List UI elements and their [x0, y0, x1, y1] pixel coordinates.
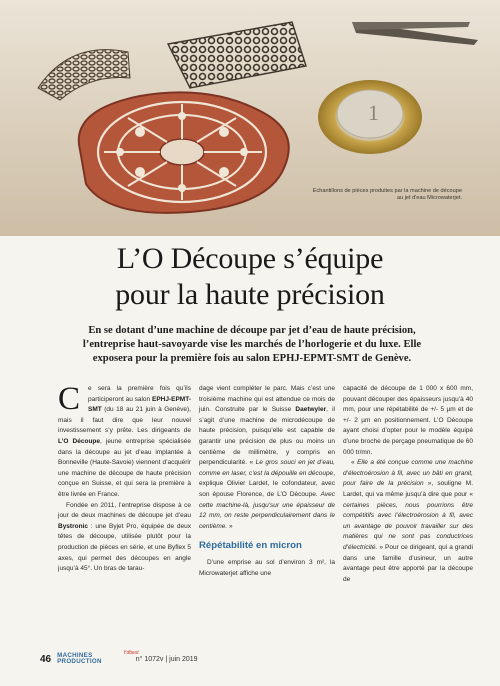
text-run: , explique Olivier Lardet, le cofondateur, avec son épouse Florence, de L’O Découpe. — [199, 469, 335, 498]
text-run: e sera la première fois qu’ils participeront au salon — [88, 385, 191, 403]
page-number: 46 — [40, 653, 52, 665]
text-run: , jeune entreprise spécialisée dans la découpe au jet d’eau implantée à Bonneville (Haute-Savoie) viennent d’acquérir une machine de découpe de haute précision conçue en Suisse, et qui sera la première à être livrée en France. — [58, 437, 191, 498]
lead-paragraph: En se dotant d’une machine de découpe par jet d’eau de haute précision, l’entreprise haut-savoyarde vise les marchés de l’horlogerie et du luxe. Elle exposera pour la première fois au salon EPHJ-EPMT-SMT de Genève. — [82, 325, 422, 364]
headline-line-1: L’O Découpe s’équipe — [116, 242, 384, 275]
text-run-bold: Daetwyler — [295, 406, 327, 414]
text-run: Fondée en 2011, l’entreprise dispose à ce jour de deux machines de découpe jet d’eau — [58, 501, 191, 520]
paragraph: D’une emprise au sol d’environ 3 m², la Microwaterjet affiche une — [199, 559, 335, 577]
logo-accent: Ydbest — [123, 650, 139, 656]
paragraph — [343, 458, 473, 585]
text-run: « — [351, 459, 358, 467]
text-run: », souligne M. Lardet, qui va même jusqu’à dire que pour « — [343, 480, 473, 498]
magazine-logo — [57, 650, 139, 665]
text-run-italic: Elle a été conçue comme une machine d’électroérosion à fil, avec un bâti en granit, pour faire de la précision — [343, 459, 473, 488]
article-column-2 — [199, 384, 335, 580]
text-run: (du 18 au 21 juin à Genève), mais il faut dire que leur nouvel investissement s’y prête. Les dirigeants de — [58, 406, 191, 435]
text-run-bold: Bystronic — [58, 522, 88, 530]
text-run: dage vient compléter le parc. Mais c’est une troisième machine qui est attendue ce mois de juin. Construite par le Suisse — [199, 385, 335, 414]
text-run: , il s’agit d’une machine de microdécoupe de haute précision, puisqu’elle est capable de garantir une précision de plus ou moins un centième de millimètre, y compris en perpendicularité. « — [199, 406, 335, 467]
hero-photo — [0, 0, 500, 236]
logo-text: MACHINES — [57, 652, 93, 659]
text-run: » — [227, 522, 233, 530]
text-run: : une Byjet Pro, équipée de deux têtes de découpe, utilisée plutôt pour la production de pièces en série, et une Byflex 5 axes, qui permet des découpes en angle jusqu’à 45°. Un bras de tarau- — [58, 522, 191, 573]
svg-text:1: 1 — [368, 100, 379, 125]
text-run-bold: L’O Découpe — [58, 437, 100, 445]
issue-info: n° 1072v | juin 2019 — [135, 655, 198, 663]
text-run-italic: Le gros souci en jet d’eau, comme en laser, c’est la dépouille en découpe — [199, 459, 335, 477]
article-column-1 — [58, 381, 191, 575]
text-run-italic: Avec cette machine-là, jusqu’sur une épaisseur de 12 mm, on reste perpendiculairement dans le centième. — [199, 490, 335, 530]
paragraph: capacité de découpe de 1 000 x 600 mm, pouvant découper des épaisseurs jusqu’à 40 mm, pour une répétabilité de +/- 5 µm et de +/- 2 µm en positionnement. L’O Découpe ayant choisi d’opter pour le modèle équipé d’une broche de perçage pneumatique de 60 000 tr/mn. — [343, 385, 473, 456]
text-run-bold: EPHJ-EPMT-SMT — [88, 395, 191, 414]
paragraph — [58, 381, 191, 501]
photo-caption: Echantillons de pièces produites par la machine de découpe au jet d'eau Microwaterjet. — [312, 188, 462, 201]
section-subheading: Répétabilité en micron — [199, 540, 302, 552]
logo-text: PRODUCTION — [57, 658, 102, 665]
dropcap: C — [58, 381, 81, 417]
paragraph — [199, 384, 335, 532]
text-run-italic: certaines pièces, nous pourrions être compétitifs avec l’électroérosion à fil, avec un avantage de pouvoir travailler sur des matières qui ne sont pas conductrices d’électricité. — [343, 501, 473, 551]
text-run: » Pour ce dirigeant, qui a grandi dans une famille d’usineur, un autre avantage peut être apporté par la découpe de — [343, 543, 473, 583]
paragraph — [58, 501, 191, 575]
headline-line-2: pour la haute précision — [115, 278, 385, 311]
page-footer — [40, 652, 198, 666]
article-column-3 — [343, 384, 473, 585]
